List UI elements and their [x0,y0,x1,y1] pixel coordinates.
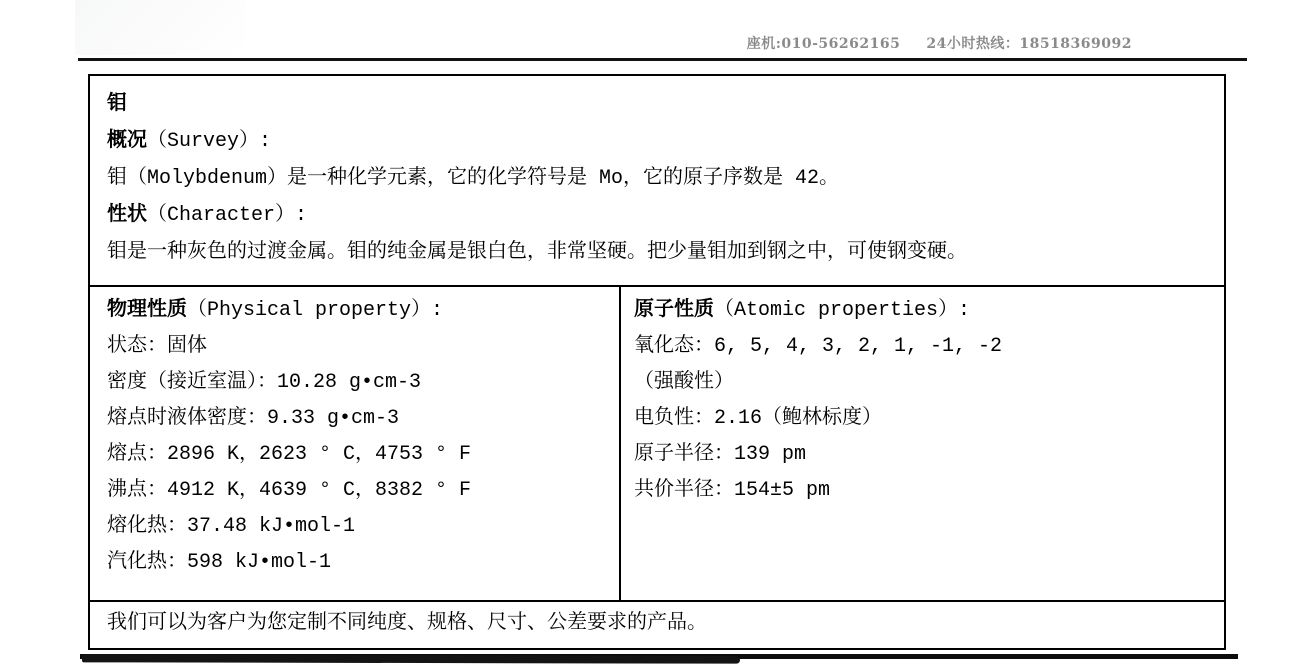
physical-properties-heading-en: （Physical property）: [187,299,444,322]
property-row: （强酸性） [634,371,734,394]
property-row: 熔点时液体密度：9.33 g•cm-3 [107,407,400,430]
survey-heading-en: （Survey）: [147,130,272,153]
character-heading-zh: 性状 [107,204,147,227]
property-row: 原子半径：139 pm [634,443,807,466]
character-heading-en: （Character）: [147,204,308,227]
physical-properties-heading-zh: 物理性质 [107,299,187,322]
property-row: 汽化热：598 kJ•mol-1 [107,551,332,574]
character-heading [107,197,1208,234]
property-row: 密度（接近室温）：10.28 g•cm-3 [107,371,422,394]
header-contacts [747,33,1132,53]
property-row: 状态：固体 [107,335,207,358]
element-info-table [88,74,1226,650]
property-row: 熔点：2896 K，2623 ° C，4753 ° F [107,443,472,466]
hotline-phone: 24小时热线：18518369092 [926,36,1132,52]
element-title [107,86,1208,123]
properties-section [90,285,1224,600]
survey-heading [107,123,1208,160]
survey-heading-zh: 概况 [107,130,147,153]
element-title-text: 钼 [107,93,127,116]
custom-order-note-section [90,600,1224,644]
physical-properties-heading [107,293,609,329]
property-row: 熔化热：37.48 kJ•mol-1 [107,515,356,538]
property-row: 电负性：2.16（鲍林标度） [634,407,883,430]
atomic-properties-heading [634,293,1214,329]
bottom-page-rule-smudge [82,654,740,663]
landline-phone: 座机:010-56262165 [746,36,901,52]
atomic-properties-heading-en: （Atomic properties）: [714,299,971,322]
physical-properties-column [90,287,619,600]
property-row: 共价半径：154±5 pm [634,479,831,502]
logo-placeholder [75,0,245,55]
character-text: 钼是一种灰色的过渡金属。钼的纯金属是银白色，非常坚硬。把少量钼加到钢之中，可使钢变硬。 [107,241,967,264]
custom-order-note: 我们可以为客户为您定制不同纯度、规格、尺寸、公差要求的产品。 [107,612,707,635]
atomic-properties-heading-zh: 原子性质 [634,299,714,322]
intro-section [90,76,1224,285]
property-row: 沸点：4912 K，4639 ° C，8382 ° F [107,479,472,502]
property-row: 氧化态：6, 5, 4, 3, 2, 1, -1, -2 [634,335,1003,358]
atomic-properties-column [619,287,1224,600]
survey-text: 钼（Molybdenum）是一种化学元素，它的化学符号是 Mo，它的原子序数是 42。 [107,167,840,190]
header-divider-rule [78,58,1247,61]
